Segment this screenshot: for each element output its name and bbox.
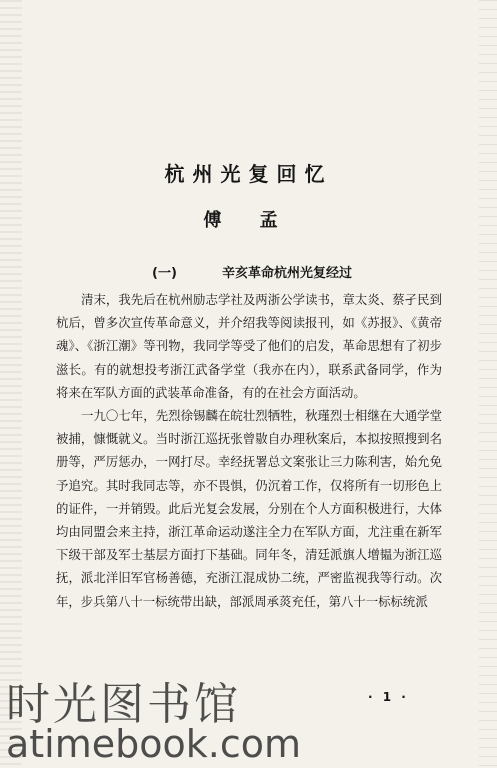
watermark-chinese: 时光图书馆	[6, 679, 241, 730]
page-number: · 1 ·	[368, 690, 409, 704]
scan-edge-right	[479, 0, 497, 768]
section-title: 辛亥革命杭州光复经过	[222, 266, 353, 281]
page-title: 杭州光复回忆	[164, 162, 333, 186]
watermark	[0, 664, 497, 768]
paragraph: 一九〇七年，先烈徐锡麟在皖壮烈牺牲，秋瑾烈士相继在大通学堂被捕，慷慨就义。当时浙江巡抚张曾敭自办理秋案后，本拟按照搜到名册等，严厉惩办，一网打尽。幸经抚署总文案张让三力陈利害，始允免予追究。其时我同志等，亦不畏惧，仍沉着工作，仅将所有一切形色上的证件，一并销毁。此后光复会发展，分别在个人方面积极进行，大体均由同盟会来主持，浙江革命运动遂注全力在军队方面，尤注重在新军下级干部及军士基层方面打下基础。同年冬，清廷派旗人增韫为浙江巡抚，派北洋旧军官杨善德，充浙江混成协二统，严密监视我等行动。次年，步兵第八十一标统带出缺，部派周承菼充任，第八十一标标统派	[56, 408, 442, 609]
section-heading	[152, 262, 352, 281]
watermark-url: atimebook.com	[6, 722, 302, 766]
body-text	[56, 288, 442, 613]
scan-edge-left	[0, 0, 22, 768]
author-name: 傅 孟	[203, 210, 294, 231]
paragraph: 清末，我先后在杭州励志学社及两浙公学读书，章太炎、蔡孑民到杭后，曾多次宣传革命意义，并介绍我等阅读报刊，如《苏报》、《黄帝魂》、《浙江潮》等刊物，我同学等受了他们的启发，革命思想有了初步滋长。有的就想投考浙江武备学堂（我亦在内），联系武备同学，作为将来在军队方面的武装革命准备，有的在社会方面活动。	[56, 292, 442, 400]
section-number: (一)	[152, 266, 177, 281]
